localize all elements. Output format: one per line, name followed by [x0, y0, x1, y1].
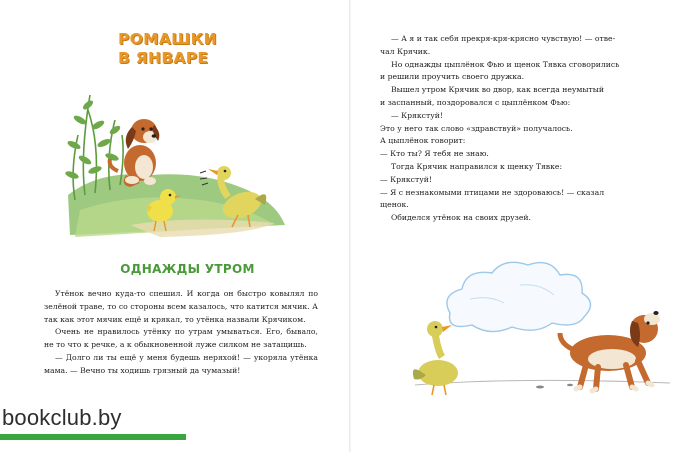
right-line: — Я с незнакомыми птицами не здороваюсь! — сказал: [380, 187, 605, 197]
right-line: щенок.: [380, 200, 409, 210]
cloud-shape: [447, 262, 591, 331]
left-paragraph: Утёнок вечно куда-то спешил. И когда он быстро ковылял по зелёной траве, то со стороны всем казалось, что катится мячик. А так как этот мячик ещё и крякал, то утёнка назвали Крячиком.: [44, 289, 318, 324]
left-paragraph: Очень не нравилось утёнку по утрам умываться. Его, бывало, не то что к речке, а к обыкновенной луже силком не затащишь.: [44, 327, 318, 350]
right-line: — А я и так себя прекря-кря-крясно чувствую! — отве-: [391, 34, 616, 43]
chapter-heading: ОДНАЖДЫ УТРОМ: [120, 262, 255, 276]
cloud-duckling-puppy-illustration: [400, 255, 690, 415]
right-line: и заспанный, поздоровался с цыплёнком Фью:: [380, 97, 571, 107]
right-line: чал Крячик.: [380, 46, 431, 56]
book-title-line2: В ЯНВАРЕ: [118, 49, 209, 67]
duckling-figure: [413, 321, 458, 395]
right-page-text: [380, 33, 655, 225]
left-paragraph: — Долго ли ты ещё у меня будешь неряхой! — укоряла утёнка мама. — Вечно ты ходишь грязный да чумазый!: [44, 352, 318, 375]
book-title: [118, 30, 240, 68]
right-line: Вышел утром Крячик во двор, как всегда неумытый: [391, 85, 605, 95]
watermark-green-bar: [0, 434, 186, 440]
watermark: [0, 404, 186, 434]
right-line: Но однажды цыплёнок Фью и щенок Тявка сговорились: [391, 59, 620, 69]
right-line: — Кто ты? Я тебя не знаю.: [380, 149, 489, 159]
right-line: А цыплёнок говорит:: [380, 136, 466, 146]
book-title-line1: РОМАШКИ: [118, 30, 217, 48]
right-line: и решили проучить своего дружка.: [380, 72, 525, 82]
left-page-text: [44, 288, 318, 378]
puppy-chick-duckling-illustration: [60, 75, 290, 245]
right-line: Обиделся утёнок на своих друзей.: [391, 213, 531, 223]
right-line: Тогда Крячик направился к щенку Тявке:: [391, 161, 563, 171]
right-line: — Крякстуй!: [380, 174, 432, 184]
right-line: Это у него так слово «здравствуй» получалось.: [380, 123, 573, 133]
right-line: — Крякстуй!: [391, 110, 443, 120]
watermark-text: bookclub.by: [2, 405, 122, 430]
page-gutter: [349, 0, 351, 452]
